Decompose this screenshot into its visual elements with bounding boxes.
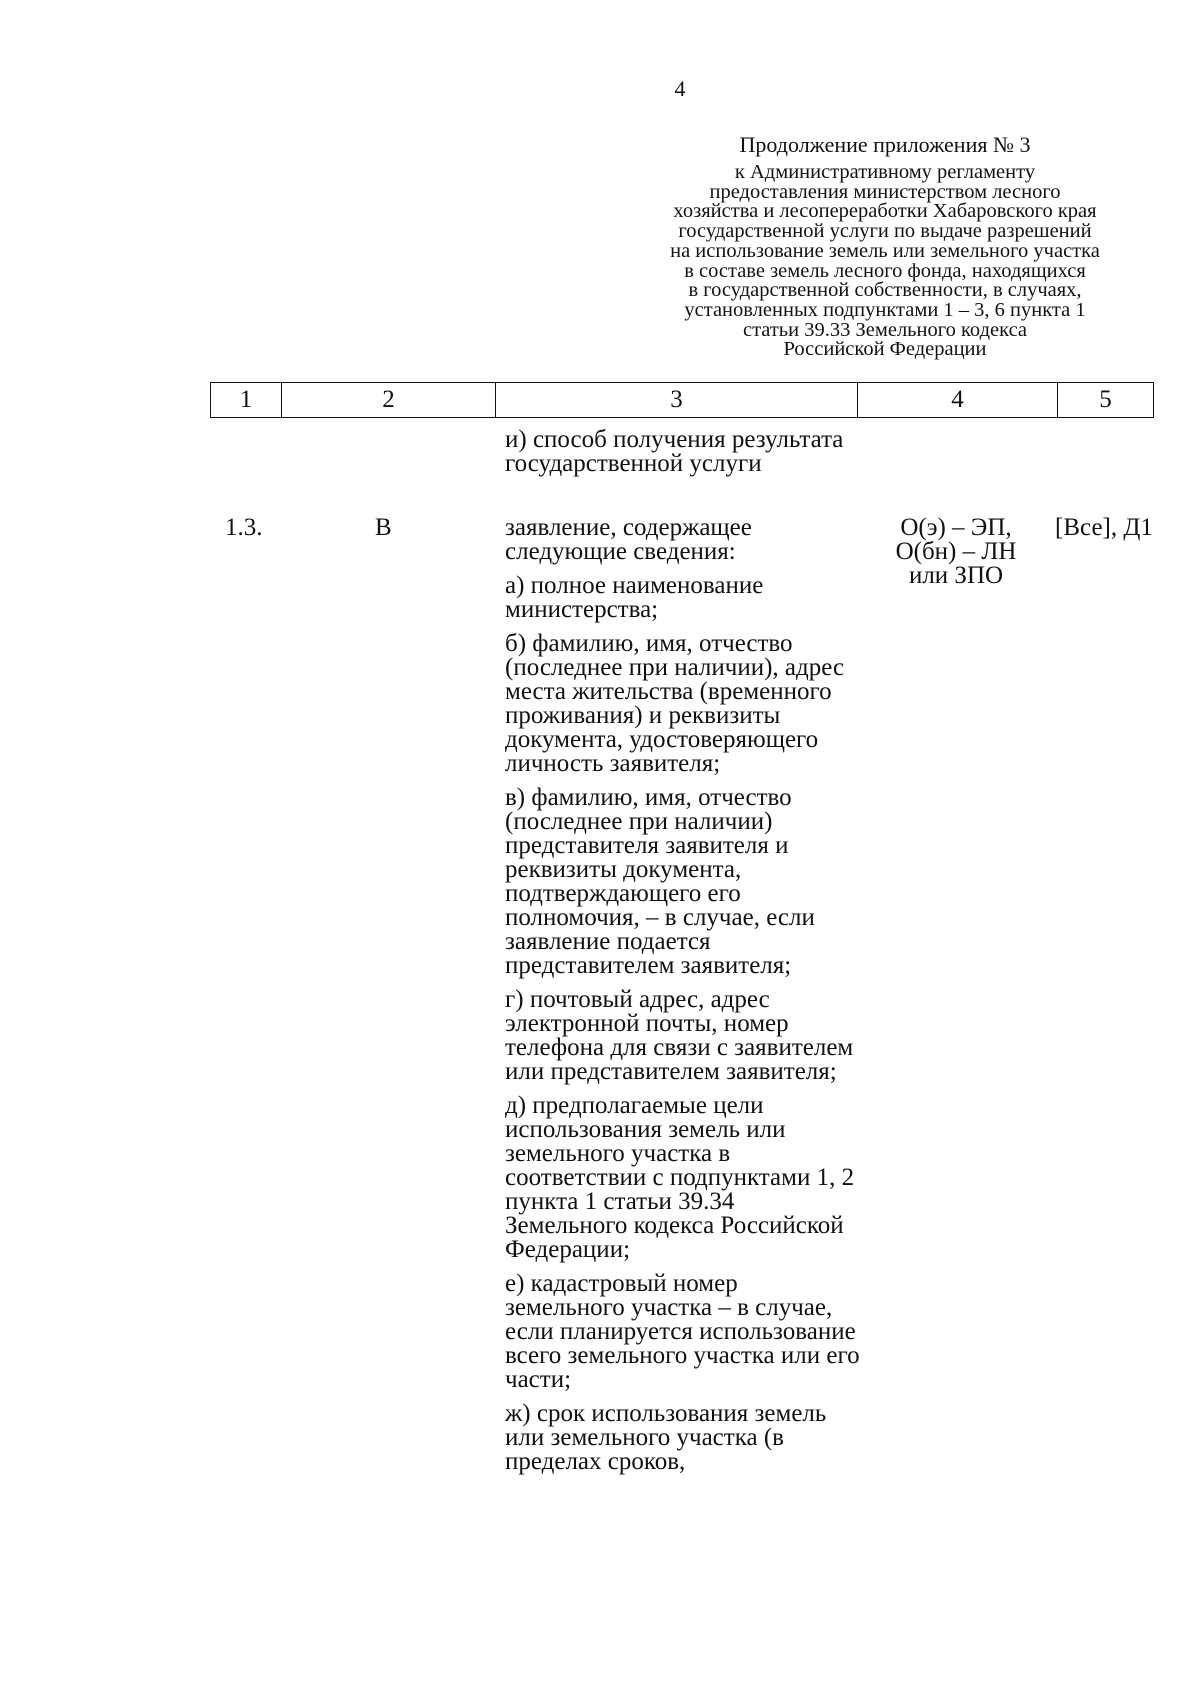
description-paragraph: а) полное наименование министерства; bbox=[505, 572, 764, 623]
description-paragraph: е) кадастровый номер земельного участка – в случае, если планируется использование всего земельного участка или его части; bbox=[505, 1270, 860, 1393]
column-header-1: 1 bbox=[211, 383, 282, 418]
column-header-3: 3 bbox=[496, 383, 858, 418]
column-header-4: 4 bbox=[858, 383, 1058, 418]
column-header-table bbox=[210, 382, 1154, 418]
appendix-line: установленных подпунктами 1 – 3, 6 пункта 1 bbox=[684, 298, 1086, 321]
appendix-title: Продолжение приложения № 3 bbox=[739, 132, 1031, 157]
description-paragraph: в) фамилию, имя, отчество (последнее при наличии) представителя заявителя и реквизиты документа, подтверждающего его полномочия, – в случае, если заявление подается представителем заявителя; bbox=[505, 784, 815, 979]
page-number: 4 bbox=[674, 76, 686, 101]
description-paragraph: ж) срок использования земель или земельного участка (в пределах сроков, bbox=[505, 1400, 827, 1475]
appendix-line: государственной услуги по выдаче разрешений bbox=[678, 220, 1092, 243]
row-submission-form: О(э) – ЭП, О(бн) – ЛН или ЗПО bbox=[895, 514, 1017, 589]
description-paragraph: г) почтовый адрес, адрес электронной почты, номер телефона для связи с заявителем или представителем заявителя; bbox=[505, 986, 854, 1085]
row-description bbox=[505, 516, 860, 1484]
appendix-line: Российской Федерации bbox=[783, 338, 987, 361]
appendix-line: на использование земель или земельного участка bbox=[670, 239, 1100, 262]
row-number: 1.3. bbox=[225, 514, 263, 541]
description-paragraph: заявление, содержащее следующие сведения: bbox=[505, 514, 752, 565]
appendix-line: в составе земель лесного фонда, находящихся bbox=[684, 259, 1086, 282]
description-paragraph: б) фамилию, имя, отчество (последнее при наличии), адрес места жительства (временного проживания) и реквизиты документа, удостоверяющего личность заявителя; bbox=[505, 630, 845, 777]
appendix-line: хозяйства и лесопереработки Хабаровского края bbox=[673, 200, 1097, 223]
description-paragraph: д) предполагаемые цели использования земель или земельного участка в соответствии с подпунктами 1, 2 пункта 1 статьи 39.34 Земельного кодекса Российской Федерации; bbox=[505, 1092, 855, 1263]
appendix-header bbox=[620, 133, 1150, 360]
column-header-2: 2 bbox=[282, 383, 496, 418]
previous-row-tail: и) способ получения результата государственной услуги bbox=[505, 426, 844, 477]
row-applicant-category: [Все], Д1 bbox=[1055, 514, 1153, 541]
appendix-line: статьи 39.33 Земельного кодекса bbox=[742, 318, 1028, 341]
appendix-line: к Административному регламенту bbox=[734, 161, 1036, 183]
column-header-5: 5 bbox=[1058, 383, 1154, 418]
appendix-line: в государственной собственности, в случаях, bbox=[688, 279, 1082, 302]
appendix-line: предоставления министерством лесного bbox=[709, 180, 1061, 203]
row-code: В bbox=[375, 514, 392, 541]
table-header-row bbox=[211, 383, 1154, 418]
